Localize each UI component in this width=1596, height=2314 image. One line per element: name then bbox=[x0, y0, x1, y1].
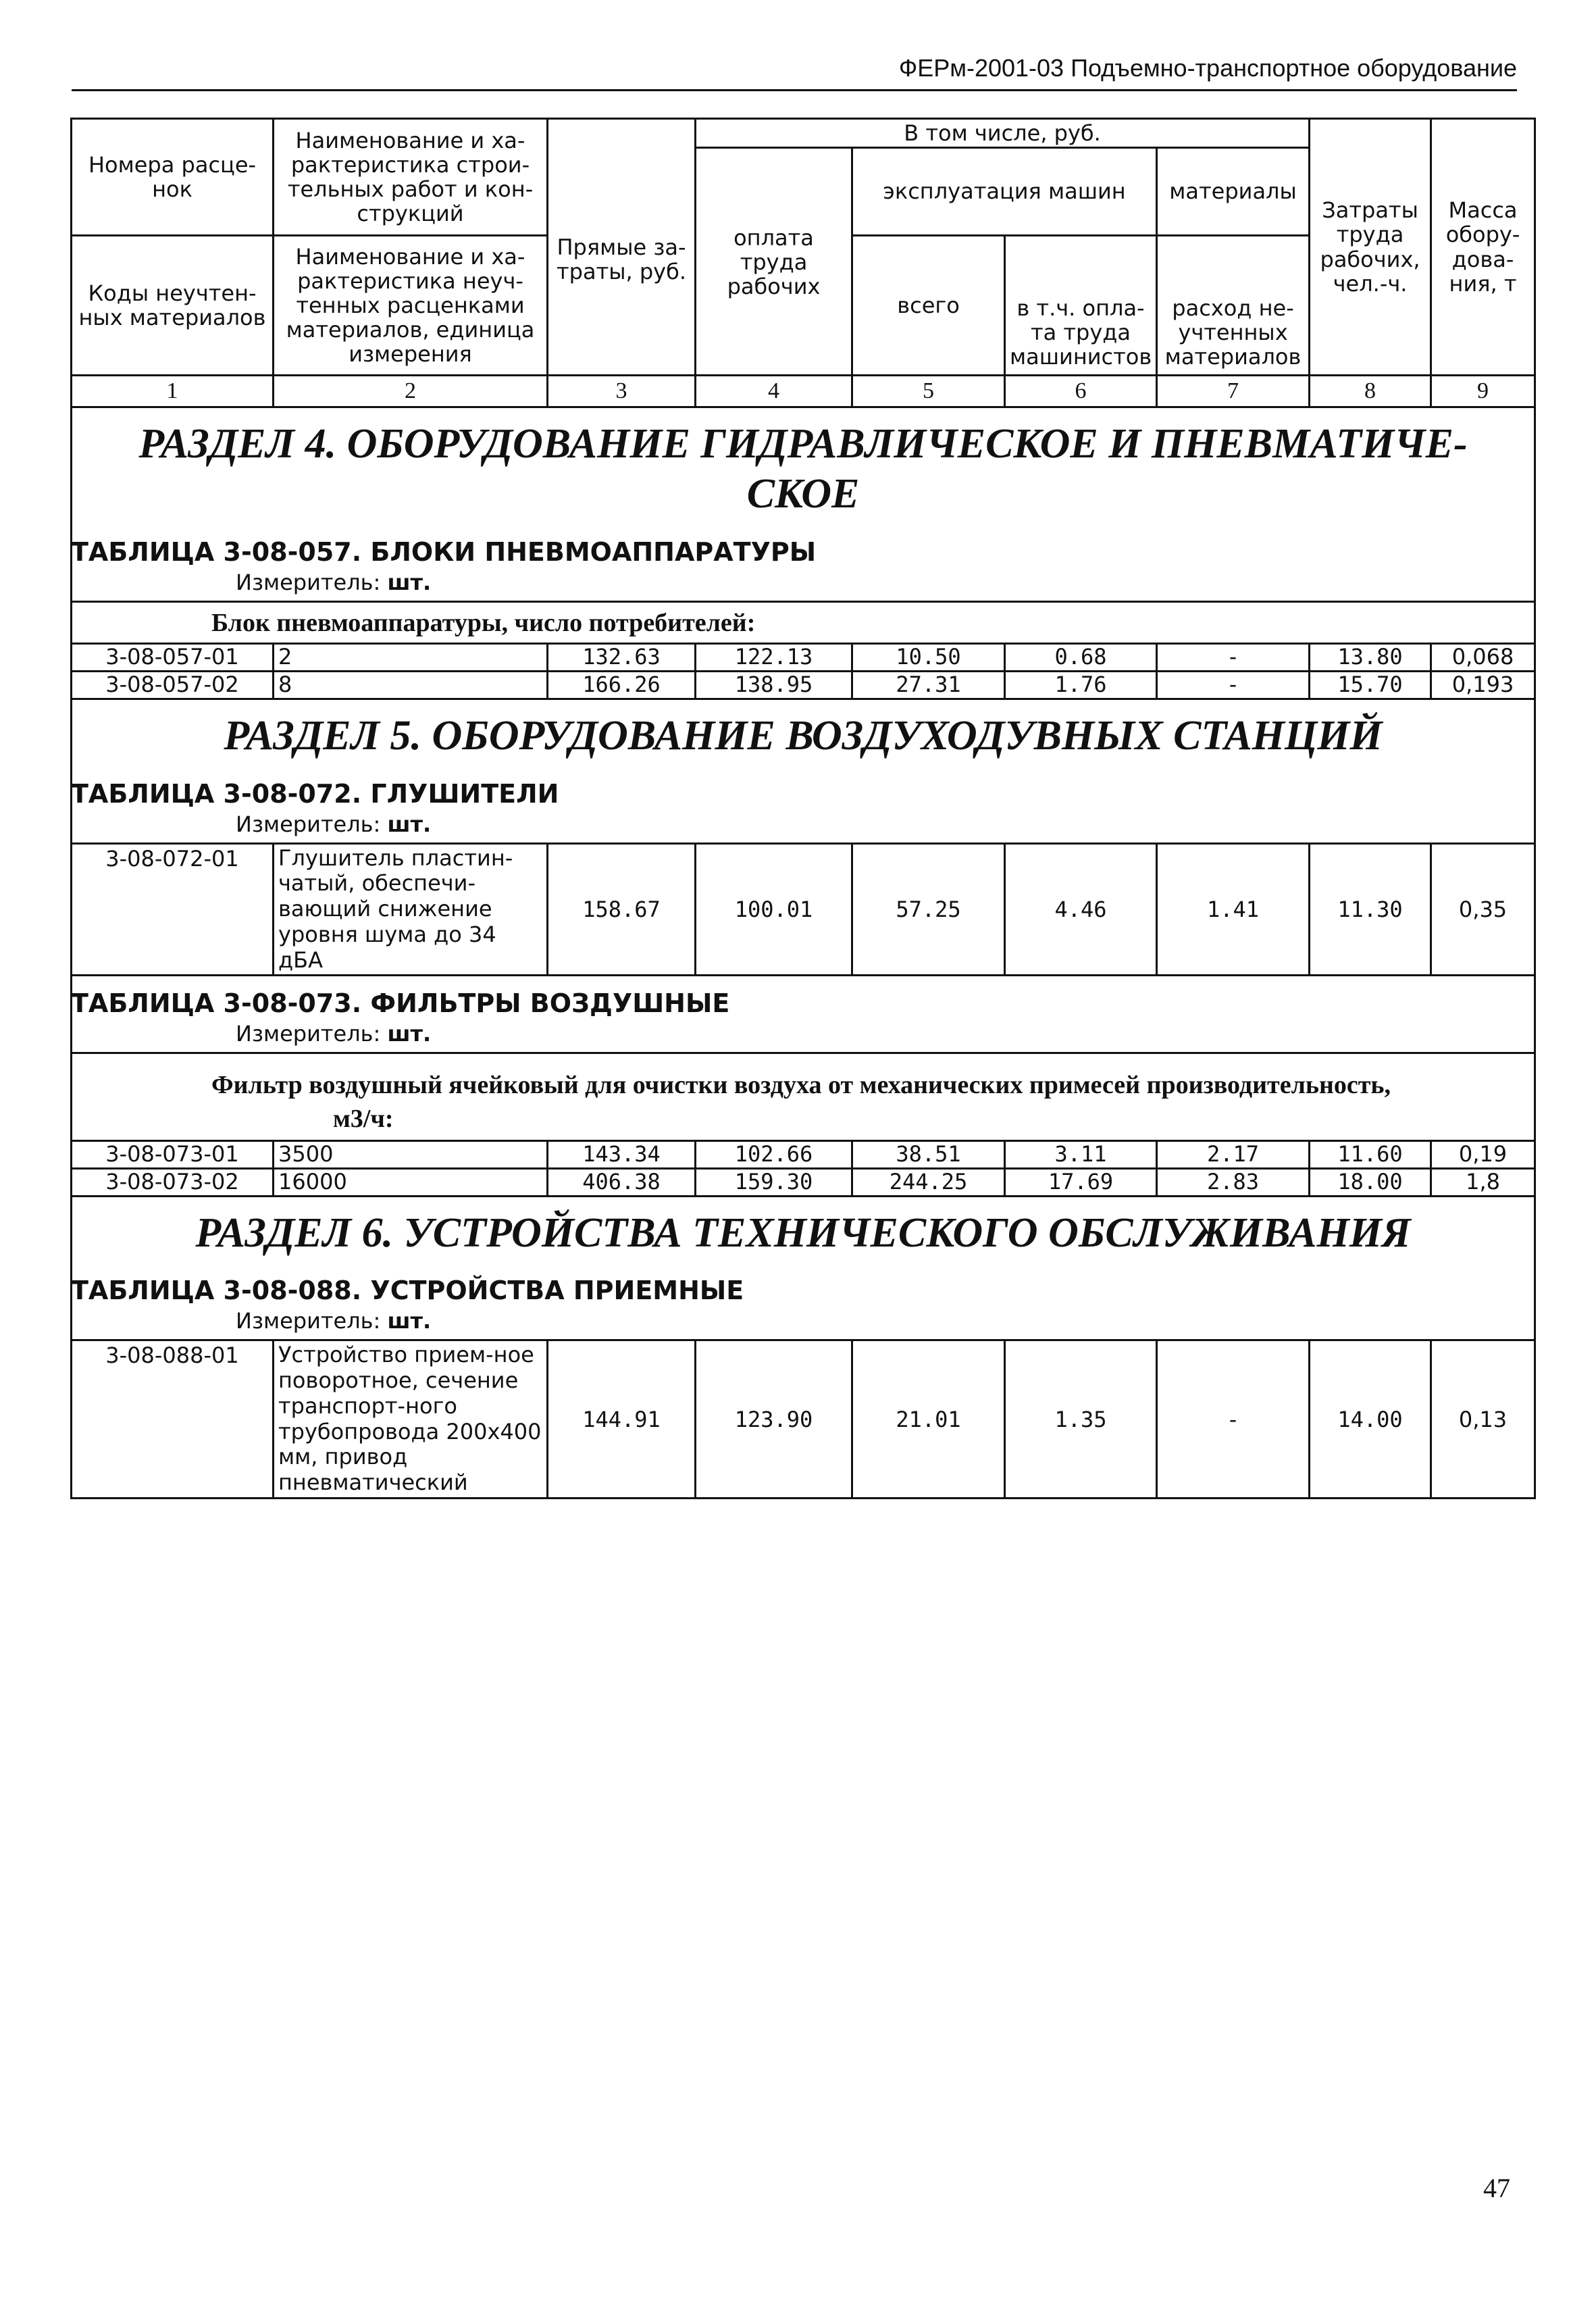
labor-costs-value: 11.30 bbox=[1310, 843, 1431, 976]
header-unaccounted-codes: Коды неучтен-ных материалов bbox=[72, 236, 274, 376]
materials-value: 1.41 bbox=[1157, 843, 1310, 976]
meter-line bbox=[76, 811, 1530, 841]
rate-name: 2 bbox=[274, 644, 548, 672]
section-4-band bbox=[72, 407, 1535, 602]
running-header: ФЕРм-2001-03 Подъемно-транспортное оборудование bbox=[72, 54, 1517, 91]
column-number: 5 bbox=[852, 376, 1005, 407]
column-number: 7 bbox=[1157, 376, 1310, 407]
table-row bbox=[72, 1169, 1535, 1197]
rates-table bbox=[70, 118, 1536, 1499]
materials-value: - bbox=[1157, 1340, 1310, 1499]
machine-operation-value: 38.51 bbox=[852, 1141, 1005, 1169]
labor-costs-value: 14.00 bbox=[1310, 1340, 1431, 1499]
rate-code: 3-08-057-01 bbox=[72, 644, 274, 672]
rate-code: 3-08-057-02 bbox=[72, 672, 274, 699]
column-number: 9 bbox=[1431, 376, 1535, 407]
column-number: 1 bbox=[72, 376, 274, 407]
section-6-band bbox=[72, 1197, 1535, 1340]
header-direct-costs: Прямые за-траты, руб. bbox=[548, 119, 696, 376]
machinist-pay-value: 3.11 bbox=[1005, 1141, 1157, 1169]
group-header-line: Фильтр воздушный ячейковый для очистки воздуха от механических примесей производительность, bbox=[211, 1071, 1391, 1100]
meter-line bbox=[76, 1021, 1530, 1051]
table-title: ТАБЛИЦА 3-08-057. БЛОКИ ПНЕВМОАППАРАТУРЫ bbox=[71, 536, 817, 567]
workers-pay-value: 122.13 bbox=[696, 644, 852, 672]
table-title: ТАБЛИЦА 3-08-072. ГЛУШИТЕЛИ bbox=[71, 778, 559, 809]
column-numbers-row bbox=[72, 376, 1535, 407]
header-machinist-pay: в т.ч. опла-та труда машинистов bbox=[1005, 236, 1157, 376]
machine-operation-value: 27.31 bbox=[852, 672, 1005, 699]
table-row bbox=[72, 1141, 1535, 1169]
header-unaccounted-name: Наименование и ха-рактеристика неуч-тенных расценками материалов, единица измерения bbox=[274, 236, 548, 376]
meter-label: Измеритель: bbox=[236, 569, 381, 595]
materials-value: 2.17 bbox=[1157, 1141, 1310, 1169]
equipment-mass-value: 1,8 bbox=[1431, 1169, 1535, 1197]
direct-costs-value: 143.34 bbox=[548, 1141, 696, 1169]
meter-unit: шт. bbox=[387, 811, 432, 837]
machinist-pay-value: 0.68 bbox=[1005, 644, 1157, 672]
direct-costs-value: 132.63 bbox=[548, 644, 696, 672]
header-materials: материалы bbox=[1157, 148, 1310, 236]
workers-pay-value: 138.95 bbox=[696, 672, 852, 699]
equipment-mass-value: 0,068 bbox=[1431, 644, 1535, 672]
labor-costs-value: 15.70 bbox=[1310, 672, 1431, 699]
group-header-line: м3/ч: bbox=[333, 1104, 394, 1133]
machine-operation-value: 21.01 bbox=[852, 1340, 1005, 1499]
machinist-pay-value: 1.35 bbox=[1005, 1340, 1157, 1499]
group-header bbox=[76, 1055, 1530, 1138]
rate-code: 3-08-073-02 bbox=[72, 1169, 274, 1197]
table-title: ТАБЛИЦА 3-08-073. ФИЛЬТРЫ ВОЗДУШНЫЕ bbox=[71, 988, 730, 1019]
direct-costs-value: 144.91 bbox=[548, 1340, 696, 1499]
machine-operation-value: 244.25 bbox=[852, 1169, 1005, 1197]
rate-name: 16000 bbox=[274, 1169, 548, 1197]
materials-value: - bbox=[1157, 672, 1310, 699]
page-number: 47 bbox=[1483, 2173, 1510, 2203]
table-row bbox=[72, 843, 1535, 976]
rate-code: 3-08-088-01 bbox=[72, 1340, 274, 1499]
workers-pay-value: 123.90 bbox=[696, 1340, 852, 1499]
section-title: РАЗДЕЛ 5. ОБОРУДОВАНИЕ ВОЗДУХОДУВНЫХ СТАНЦИЙ bbox=[224, 713, 1383, 759]
group-header: Блок пневмоаппаратуры, число потребителей: bbox=[211, 608, 756, 637]
header-workers-pay: оплата труда рабочих bbox=[696, 148, 852, 376]
table-row bbox=[72, 1340, 1535, 1499]
section-5-band bbox=[72, 699, 1535, 843]
workers-pay-value: 102.66 bbox=[696, 1141, 852, 1169]
meter-unit: шт. bbox=[387, 1021, 432, 1047]
column-number: 2 bbox=[274, 376, 548, 407]
direct-costs-value: 406.38 bbox=[548, 1169, 696, 1197]
equipment-mass-value: 0,13 bbox=[1431, 1340, 1535, 1499]
rate-name: Устройство прием-ное поворотное, сечение транспорт-ного трубопровода 200х400 мм, привод пневматический bbox=[274, 1340, 548, 1499]
workers-pay-value: 159.30 bbox=[696, 1169, 852, 1197]
rate-name: 3500 bbox=[274, 1141, 548, 1169]
column-number: 8 bbox=[1310, 376, 1431, 407]
meter-line bbox=[76, 570, 1530, 599]
header-codes: Номера расце-нок bbox=[72, 119, 274, 236]
machine-operation-value: 57.25 bbox=[852, 843, 1005, 976]
materials-value: 2.83 bbox=[1157, 1169, 1310, 1197]
labor-costs-value: 11.60 bbox=[1310, 1141, 1431, 1169]
meter-unit: шт. bbox=[387, 569, 432, 595]
table-row bbox=[72, 644, 1535, 672]
materials-value: - bbox=[1157, 644, 1310, 672]
rate-name: 8 bbox=[274, 672, 548, 699]
meter-label: Измеритель: bbox=[236, 811, 381, 837]
equipment-mass-value: 0,35 bbox=[1431, 843, 1535, 976]
machinist-pay-value: 4.46 bbox=[1005, 843, 1157, 976]
header-row-1 bbox=[72, 119, 1535, 148]
header-total: всего bbox=[852, 236, 1005, 376]
column-number: 4 bbox=[696, 376, 852, 407]
equipment-mass-value: 0,193 bbox=[1431, 672, 1535, 699]
machinist-pay-value: 17.69 bbox=[1005, 1169, 1157, 1197]
header-name: Наименование и ха-рактеристика строи-тельных работ и кон-струкций bbox=[274, 119, 548, 236]
header-equipment-mass: Масса обору-дова-ния, т bbox=[1431, 119, 1535, 376]
labor-costs-value: 18.00 bbox=[1310, 1169, 1431, 1197]
meter-label: Измеритель: bbox=[236, 1021, 381, 1047]
direct-costs-value: 158.67 bbox=[548, 843, 696, 976]
rate-name: Глушитель пластин-чатый, обеспечи-вающий снижение уровня шума до 34 дБА bbox=[274, 843, 548, 976]
labor-costs-value: 13.80 bbox=[1310, 644, 1431, 672]
machinist-pay-value: 1.76 bbox=[1005, 672, 1157, 699]
section-title: РАЗДЕЛ 6. УСТРОЙСТВА ТЕХНИЧЕСКОГО ОБСЛУЖИВАНИЯ bbox=[195, 1210, 1411, 1257]
table-row bbox=[72, 672, 1535, 699]
header-including: В том числе, руб. bbox=[696, 119, 1310, 148]
table-title: ТАБЛИЦА 3-08-088. УСТРОЙСТВА ПРИЕМНЫЕ bbox=[71, 1276, 744, 1306]
meter-unit: шт. bbox=[387, 1308, 432, 1334]
group-header-row bbox=[72, 1053, 1535, 1141]
table-073-band bbox=[72, 976, 1535, 1053]
direct-costs-value: 166.26 bbox=[548, 672, 696, 699]
machine-operation-value: 10.50 bbox=[852, 644, 1005, 672]
workers-pay-value: 100.01 bbox=[696, 843, 852, 976]
header-unaccounted-consumption: расход не-учтенных материалов bbox=[1157, 236, 1310, 376]
equipment-mass-value: 0,19 bbox=[1431, 1141, 1535, 1169]
section-title: РАЗДЕЛ 4. ОБОРУДОВАНИЕ ГИДРАВЛИЧЕСКОЕ И ПНЕВМАТИЧЕ-СКОЕ bbox=[138, 421, 1468, 518]
header-machine-operation: эксплуатация машин bbox=[852, 148, 1157, 236]
rate-code: 3-08-073-01 bbox=[72, 1141, 274, 1169]
meter-label: Измеритель: bbox=[236, 1308, 381, 1334]
column-number: 3 bbox=[548, 376, 696, 407]
column-number: 6 bbox=[1005, 376, 1157, 407]
header-labor-costs: Затраты труда рабочих, чел.-ч. bbox=[1310, 119, 1431, 376]
rate-code: 3-08-072-01 bbox=[72, 843, 274, 976]
meter-line bbox=[76, 1308, 1530, 1338]
group-header-row bbox=[72, 601, 1535, 643]
